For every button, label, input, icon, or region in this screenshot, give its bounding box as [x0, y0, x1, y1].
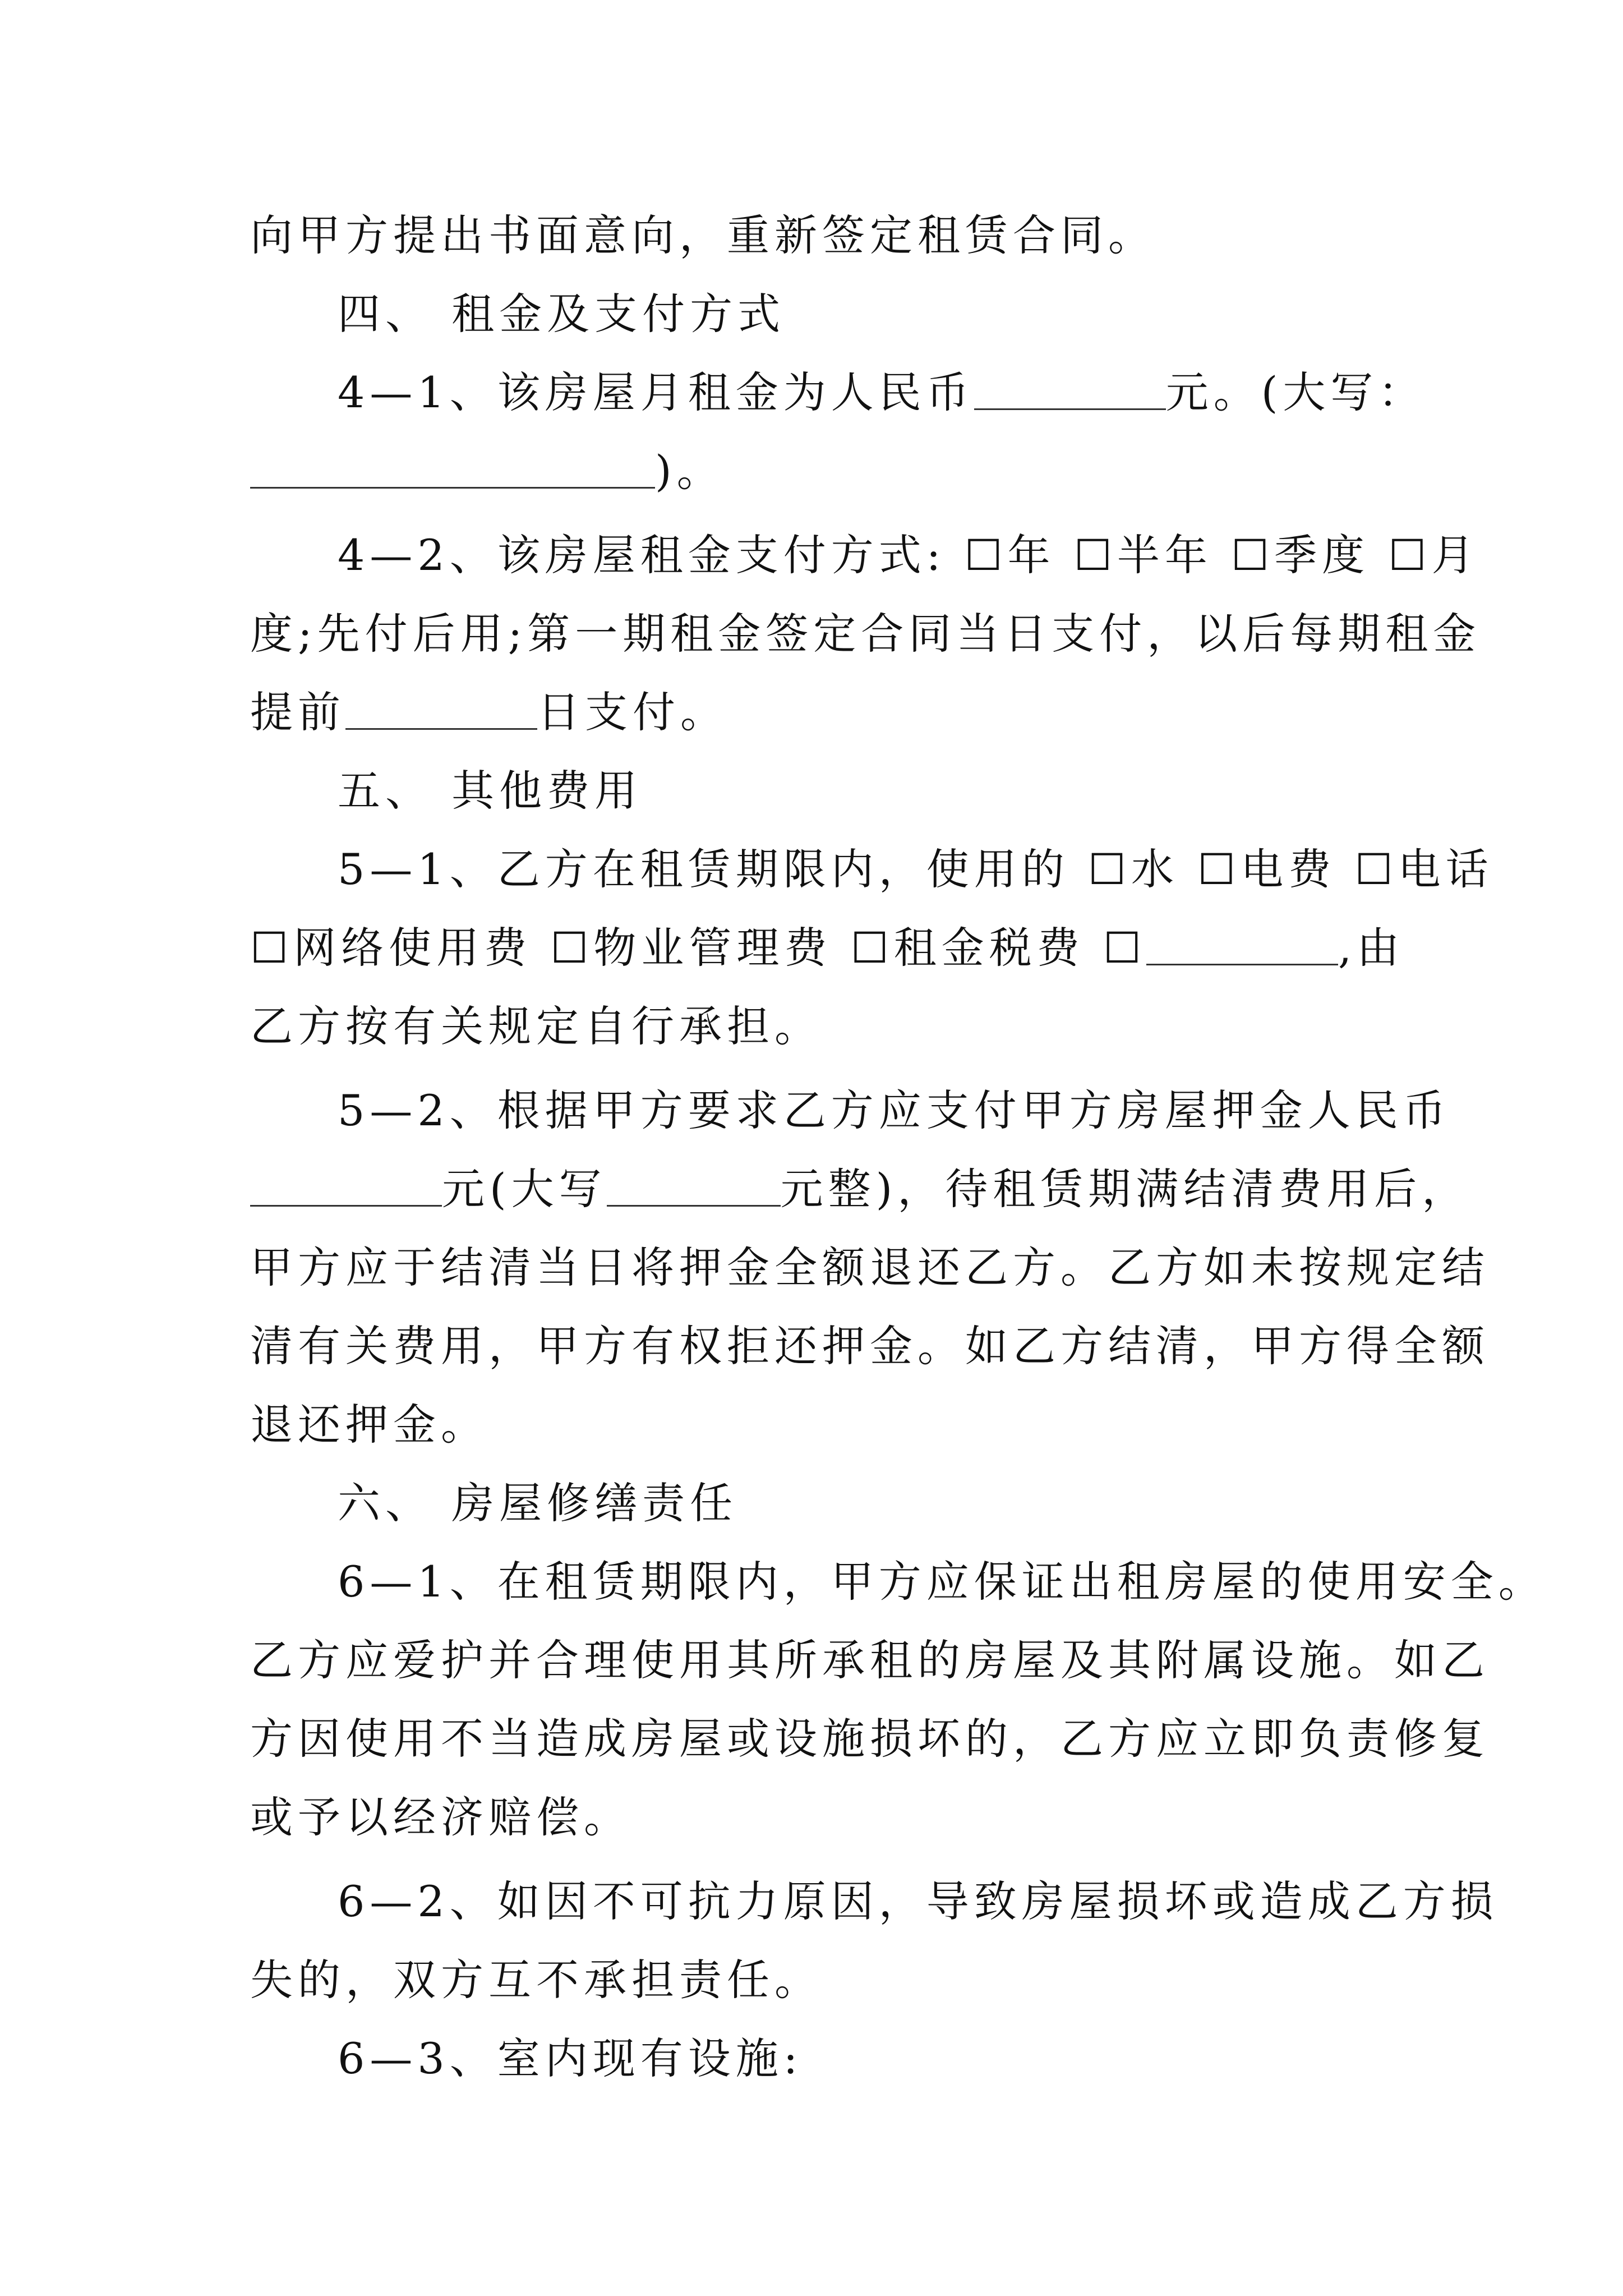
section-heading-rent: 四、 租金及支付方式 [338, 289, 786, 339]
paragraph-line: 清有关费用，甲方有权拒还押金。如乙方结清，甲方得全额 [250, 1321, 1490, 1371]
clause-5-1: 5—1、乙方在租赁期限内，使用的 ☐水 ☐电费 ☐电话 [338, 844, 1493, 894]
blank-underline [250, 1156, 442, 1207]
section-heading-repairs: 六、 房屋修缮责任 [338, 1478, 738, 1528]
clause-4-1-continued: )。 [250, 438, 1623, 505]
paragraph-line: 乙方按有关规定自行承担。 [250, 1001, 822, 1051]
paragraph-line: 甲方应于结清当日将押金全额退还乙方。乙方如未按规定结 [250, 1243, 1490, 1292]
paragraph-line: 退还押金。 [250, 1400, 488, 1450]
paragraph-line: 乙方应爱护并合理使用其所承租的房屋及其附属设施。如乙 [250, 1635, 1490, 1685]
clause-4-2: 4—2、该房屋租金支付方式: ☐年 ☐半年 ☐季度 ☐月 [338, 530, 1479, 580]
section-heading-other-fees: 五、 其他费用 [338, 766, 643, 816]
clause-4-1: 4—1、该房屋月租金为人民币 元。(大写： [338, 359, 1623, 426]
blank-underline [974, 359, 1166, 410]
clause-6-2: 6—2、如因不可抗力原因，导致房屋损坏或造成乙方损 [338, 1876, 1498, 1926]
clause-5-2: 5—2、根据甲方要求乙方应支付甲方房屋押金人民币 [338, 1085, 1451, 1135]
paragraph-line: ☐网络使用费 ☐物业管理费 ☐租金税费 ☐ ,由 [250, 914, 1623, 982]
paragraph-line: 提前 日支付。 [250, 679, 1623, 746]
paragraph-line: 失的，双方互不承担责任。 [250, 1955, 822, 2005]
clause-6-3: 6—3、室内现有设施: [338, 2033, 803, 2083]
blank-underline [250, 438, 655, 489]
paragraph-line: 元(大写 元整)，待租赁期满结清费用后， [250, 1156, 1623, 1223]
blank-underline [607, 1156, 781, 1207]
paragraph-line: 度;先付后用;第一期租金签定合同当日支付，以后每期租金 [250, 609, 1481, 659]
blank-underline [345, 679, 537, 730]
paragraph-line: 或予以经济赔偿。 [250, 1792, 631, 1842]
paragraph-line: 方因使用不当造成房屋或设施损坏的，乙方应立即负责修复 [250, 1714, 1490, 1764]
paragraph-line: 向甲方提出书面意向，重新签定租赁合同。 [250, 210, 1156, 260]
blank-underline [1146, 914, 1338, 965]
clause-6-1: 6—1、在租赁期限内，甲方应保证出租房屋的使用安全。 [338, 1557, 1546, 1607]
